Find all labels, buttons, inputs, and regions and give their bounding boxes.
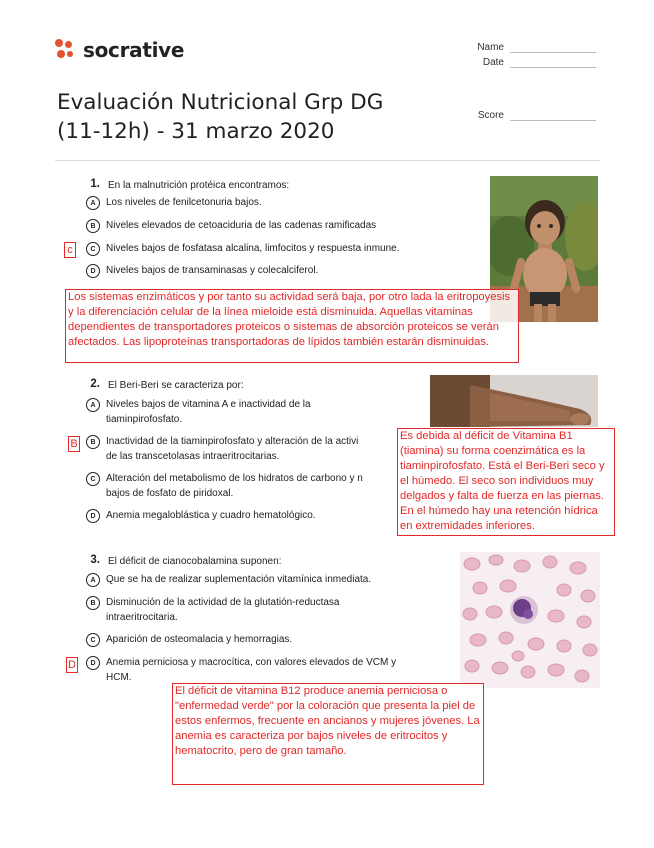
option-letter: C [86,633,100,647]
question-3-explanation-note: El déficit de vitamina B12 produce anemia perniciosa o "enfermedad verde" por la coloración que presenta la piel de estos enfermos, frecuente en ancianos y mujeres jóvenes. La anemia es caracteriza por bajos niveles de eritrocitos y hematocrito, pero de gran tamaño. [172,683,484,785]
title-line-2: (11-12h) - 31 marzo 2020 [57,119,335,144]
socrative-logo-icon [55,39,77,61]
question-1-answer-mark: c [64,242,76,258]
question-2-answer-mark: B [68,436,80,452]
question-3-option-d[interactable] [86,655,396,685]
option-letter: B [86,435,100,449]
option-letter: C [86,242,100,256]
question-2-number: 2. [90,378,100,390]
option-text: Anemia perniciosa y macrocítica, con valores elevados de VCM y [106,657,397,668]
question-3-option-a[interactable] [86,572,371,587]
socrative-logo [55,38,184,62]
question-2-text: El Beri-Beri se caracteriza por: [108,380,244,391]
option-letter: A [86,573,100,587]
option-letter: A [86,196,100,210]
question-3-number: 3. [90,554,100,566]
question-2-option-c[interactable] [86,471,363,501]
option-text: Aparición de osteomalacia y hemorragias. [106,634,293,645]
question-1-option-a[interactable] [86,195,262,210]
score-label: Score [477,110,504,121]
name-label: Name [477,42,504,53]
question-1-number: 1. [90,178,100,190]
option-letter: D [86,656,100,670]
option-text-cont: HCM. [106,672,132,683]
score-field[interactable] [510,120,596,121]
question-2-option-a[interactable] [86,397,311,427]
option-letter: D [86,509,100,523]
brand-name: socrative [83,38,185,62]
title-line-1: Evaluación Nutricional Grp DG [57,90,384,115]
option-letter: A [86,398,100,412]
option-text: Alteración del metabolismo de los hidratos de carbono y n [106,473,363,484]
question-2-option-b[interactable] [86,434,358,464]
option-text-cont: intraeritrocitaria. [106,612,178,623]
option-text-cont: de las transcetolasas intraeritrocitarias. [106,451,280,462]
option-text: Inactividad de la tiaminpirofosfato y alteración de la activi [106,436,359,447]
question-1-option-b[interactable] [86,218,376,233]
question-1-option-d[interactable] [86,263,318,278]
question-3-text: El déficit de cianocobalamina suponen: [108,556,282,567]
question-2-explanation-note: Es debida al déficit de Vitamina B1 (tiamina) su forma coenzimática es la tiaminpirofosfato. Está el Beri-Beri seco y el húmedo. El seco son individuos muy delgados y falta de fuerza en las piernas. En el húmedo hay una retención hídrica en extremidades inferiores. [397,428,615,536]
name-field[interactable] [510,52,596,53]
option-text: Niveles elevados de cetoaciduria de las cadenas ramificadas [106,220,377,231]
option-letter: C [86,472,100,486]
question-3-answer-mark: D [66,657,78,673]
option-letter: B [86,596,100,610]
blood-smear-photo [460,552,600,688]
option-text-cont: bajos de fosfato de piridoxal. [106,488,234,499]
option-text: Que se ha de realizar suplementación vitamínica inmediata. [106,574,372,585]
divider [55,160,600,161]
option-text: Anemia megaloblástica y cuadro hematológico. [106,510,316,521]
option-text: Los niveles de fenilcetonuria bajos. [106,197,262,208]
question-1-option-c[interactable] [86,241,399,256]
option-letter: D [86,264,100,278]
date-label: Date [482,57,504,68]
question-1-text: En la malnutrición protéica encontramos: [108,180,290,191]
option-text: Niveles bajos de fosfatasa alcalina, limfocitos y respuesta inmune. [106,243,400,254]
question-3-option-c[interactable] [86,632,292,647]
question-3-option-b[interactable] [86,595,339,625]
option-text: Disminución de la actividad de la glutatión-reductasa [106,597,340,608]
option-text: Niveles bajos de transaminasas y colecalciferol. [106,265,319,276]
page-title [57,88,457,146]
option-text: Niveles bajos de vitamina A e inactividad de la [106,399,311,410]
beriberi-foot-photo [430,375,598,427]
question-1-explanation-note: Los sistemas enzimáticos y por tanto su actividad será baja, por otro lada la eritropoyesis y la diferenciación celular de la línea mieloide está disminuida. Aquellas vitaminas dependientes de transportadores proteicos o sistemas de absorción proteicos se verán afectados. Las lipoproteínas transportadoras de lípidos también estarán disminuidas. [65,289,519,363]
question-2-option-d[interactable] [86,508,316,523]
option-text-cont: tiaminpirofosfato. [106,414,183,425]
date-field[interactable] [510,67,596,68]
option-letter: B [86,219,100,233]
